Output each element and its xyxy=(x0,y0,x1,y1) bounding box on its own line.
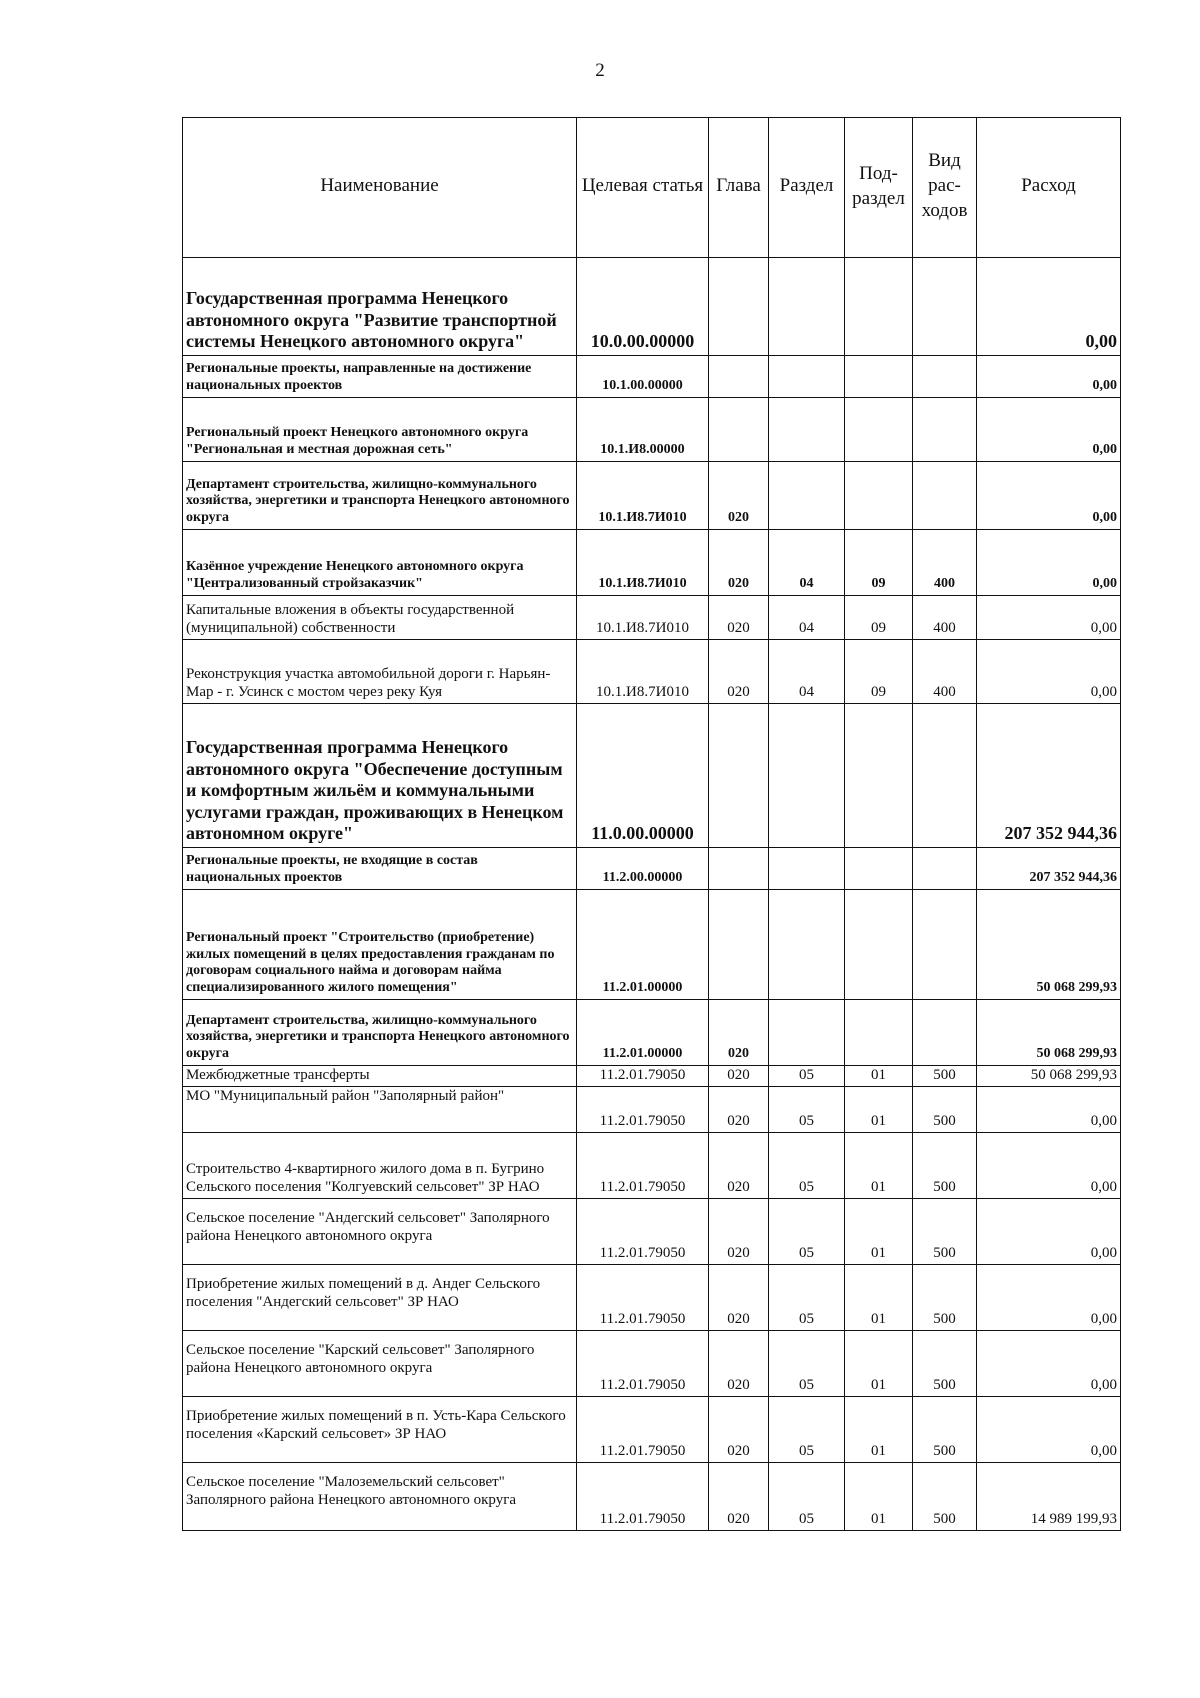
cell-target: 11.2.01.00000 xyxy=(577,890,709,1000)
cell-amount: 0,00 xyxy=(977,1199,1121,1265)
cell-name: Приобретение жилых помещений в д. Андег Сельского поселения "Андегский сельсовет" ЗР НАО xyxy=(183,1265,577,1331)
cell-target: 10.1.И8.7И010 xyxy=(577,530,709,596)
table-row xyxy=(183,1000,1121,1066)
cell-chapter xyxy=(709,848,769,890)
header-subsection: Под-раздел xyxy=(845,118,913,258)
cell-section: 04 xyxy=(769,640,845,704)
table-row xyxy=(183,1265,1121,1331)
cell-expense-type xyxy=(913,890,977,1000)
cell-amount: 207 352 944,36 xyxy=(977,704,1121,848)
cell-chapter xyxy=(709,704,769,848)
cell-chapter: 020 xyxy=(709,1265,769,1331)
cell-expense-type: 500 xyxy=(913,1397,977,1463)
table-row xyxy=(183,890,1121,1000)
cell-expense-type: 500 xyxy=(913,1265,977,1331)
header-amount: Расход xyxy=(977,118,1121,258)
cell-name: Приобретение жилых помещений в п. Усть-Кара Сельского поселения «Карский сельсовет» ЗР НАО xyxy=(183,1397,577,1463)
cell-amount: 0,00 xyxy=(977,1397,1121,1463)
cell-amount: 0,00 xyxy=(977,640,1121,704)
cell-chapter xyxy=(709,258,769,356)
cell-chapter: 020 xyxy=(709,640,769,704)
cell-section: 04 xyxy=(769,596,845,640)
cell-amount: 50 068 299,93 xyxy=(977,1000,1121,1066)
cell-amount: 0,00 xyxy=(977,398,1121,462)
cell-chapter: 020 xyxy=(709,1331,769,1397)
table-row xyxy=(183,258,1121,356)
table-row xyxy=(183,398,1121,462)
cell-target: 11.0.00.00000 xyxy=(577,704,709,848)
cell-subsection xyxy=(845,890,913,1000)
cell-section xyxy=(769,848,845,890)
cell-name: Межбюджетные трансферты xyxy=(183,1066,577,1087)
cell-name: Департамент строительства, жилищно-коммунального хозяйства, энергетики и транспорта Ненецкого автономного округа xyxy=(183,1000,577,1066)
cell-section xyxy=(769,258,845,356)
table-row xyxy=(183,848,1121,890)
header-name: Наименование xyxy=(183,118,577,258)
cell-section: 05 xyxy=(769,1265,845,1331)
cell-target: 11.2.01.79050 xyxy=(577,1199,709,1265)
cell-section: 05 xyxy=(769,1397,845,1463)
cell-target: 11.2.00.00000 xyxy=(577,848,709,890)
cell-subsection: 01 xyxy=(845,1463,913,1531)
cell-subsection xyxy=(845,848,913,890)
cell-expense-type xyxy=(913,258,977,356)
cell-subsection xyxy=(845,1000,913,1066)
cell-section xyxy=(769,462,845,530)
cell-chapter xyxy=(709,890,769,1000)
cell-target: 11.2.01.79050 xyxy=(577,1463,709,1531)
cell-chapter: 020 xyxy=(709,1087,769,1133)
cell-subsection xyxy=(845,356,913,398)
header-row xyxy=(183,118,1121,258)
cell-target: 10.1.И8.7И010 xyxy=(577,462,709,530)
cell-expense-type: 400 xyxy=(913,640,977,704)
cell-amount: 0,00 xyxy=(977,1331,1121,1397)
cell-expense-type xyxy=(913,356,977,398)
cell-target: 10.1.И8.00000 xyxy=(577,398,709,462)
cell-expense-type xyxy=(913,704,977,848)
cell-chapter: 020 xyxy=(709,1463,769,1531)
cell-section: 05 xyxy=(769,1087,845,1133)
cell-target: 11.2.01.00000 xyxy=(577,1000,709,1066)
cell-chapter xyxy=(709,398,769,462)
cell-subsection: 01 xyxy=(845,1066,913,1087)
header-expense-type: Вид рас-ходов xyxy=(913,118,977,258)
table-row xyxy=(183,1199,1121,1265)
cell-name: Сельское поселение "Андегский сельсовет" Заполярного района Ненецкого автономного округа xyxy=(183,1199,577,1265)
header-chapter: Глава xyxy=(709,118,769,258)
table-row xyxy=(183,1066,1121,1087)
table-row xyxy=(183,1133,1121,1199)
cell-expense-type: 400 xyxy=(913,530,977,596)
cell-amount: 0,00 xyxy=(977,530,1121,596)
cell-name: Капитальные вложения в объекты государственной (муниципальной) собственности xyxy=(183,596,577,640)
cell-amount: 0,00 xyxy=(977,258,1121,356)
cell-name: Региональные проекты, направленные на достижение национальных проектов xyxy=(183,356,577,398)
cell-section: 05 xyxy=(769,1199,845,1265)
table-row xyxy=(183,640,1121,704)
cell-name: Казённое учреждение Ненецкого автономного округа "Централизованный стройзаказчик" xyxy=(183,530,577,596)
cell-section xyxy=(769,704,845,848)
cell-target: 11.2.01.79050 xyxy=(577,1265,709,1331)
cell-amount: 207 352 944,36 xyxy=(977,848,1121,890)
table-row xyxy=(183,1463,1121,1531)
cell-name: Реконструкция участка автомобильной дороги г. Нарьян-Мар - г. Усинск с мостом через реку Куя xyxy=(183,640,577,704)
cell-expense-type: 500 xyxy=(913,1463,977,1531)
cell-amount: 50 068 299,93 xyxy=(977,890,1121,1000)
cell-subsection: 01 xyxy=(845,1397,913,1463)
cell-chapter xyxy=(709,356,769,398)
cell-subsection: 01 xyxy=(845,1133,913,1199)
cell-section xyxy=(769,398,845,462)
cell-section xyxy=(769,356,845,398)
cell-subsection xyxy=(845,258,913,356)
cell-section: 05 xyxy=(769,1331,845,1397)
table-row xyxy=(183,1397,1121,1463)
cell-expense-type xyxy=(913,848,977,890)
cell-section: 04 xyxy=(769,530,845,596)
cell-chapter: 020 xyxy=(709,596,769,640)
cell-expense-type: 500 xyxy=(913,1331,977,1397)
cell-target: 11.2.01.79050 xyxy=(577,1397,709,1463)
table-row xyxy=(183,596,1121,640)
budget-table xyxy=(182,117,1121,1531)
table-row xyxy=(183,530,1121,596)
cell-name: Сельское поселение "Карский сельсовет" Заполярного района Ненецкого автономного округа xyxy=(183,1331,577,1397)
cell-section xyxy=(769,1000,845,1066)
cell-name: Региональные проекты, не входящие в состав национальных проектов xyxy=(183,848,577,890)
cell-name: Государственная программа Ненецкого автономного округа "Развитие транспортной системы Ненецкого автономного округа" xyxy=(183,258,577,356)
cell-amount: 0,00 xyxy=(977,1133,1121,1199)
table-row xyxy=(183,1331,1121,1397)
cell-section: 05 xyxy=(769,1463,845,1531)
cell-subsection: 01 xyxy=(845,1087,913,1133)
cell-name: МО "Муниципальный район "Заполярный район" xyxy=(183,1087,577,1133)
cell-expense-type: 500 xyxy=(913,1066,977,1087)
cell-expense-type: 500 xyxy=(913,1087,977,1133)
cell-expense-type: 500 xyxy=(913,1199,977,1265)
cell-target: 11.2.01.79050 xyxy=(577,1087,709,1133)
table-row xyxy=(183,704,1121,848)
cell-subsection xyxy=(845,704,913,848)
cell-name: Сельское поселение "Малоземельский сельсовет" Заполярного района Ненецкого автономного округа xyxy=(183,1463,577,1531)
cell-target: 11.2.01.79050 xyxy=(577,1133,709,1199)
cell-amount: 0,00 xyxy=(977,356,1121,398)
page-number: 2 xyxy=(595,60,605,81)
cell-name: Департамент строительства, жилищно-коммунального хозяйства, энергетики и транспорта Ненецкого автономного округа xyxy=(183,462,577,530)
table-row xyxy=(183,356,1121,398)
cell-name: Региональный проект "Строительство (приобретение) жилых помещений в целях предоставления гражданам по договорам социального найма и договорам найма специализированного жилого помещения" xyxy=(183,890,577,1000)
cell-target: 10.1.И8.7И010 xyxy=(577,640,709,704)
cell-subsection: 09 xyxy=(845,596,913,640)
cell-chapter: 020 xyxy=(709,1066,769,1087)
cell-target: 11.2.01.79050 xyxy=(577,1331,709,1397)
cell-section xyxy=(769,890,845,1000)
header-section: Раздел xyxy=(769,118,845,258)
header-target: Целевая статья xyxy=(577,118,709,258)
cell-section: 05 xyxy=(769,1133,845,1199)
cell-chapter: 020 xyxy=(709,1199,769,1265)
cell-chapter: 020 xyxy=(709,1397,769,1463)
cell-chapter: 020 xyxy=(709,1133,769,1199)
cell-expense-type: 500 xyxy=(913,1133,977,1199)
cell-amount: 0,00 xyxy=(977,462,1121,530)
cell-amount: 0,00 xyxy=(977,1087,1121,1133)
cell-chapter: 020 xyxy=(709,462,769,530)
cell-section: 05 xyxy=(769,1066,845,1087)
cell-target: 10.1.И8.7И010 xyxy=(577,596,709,640)
cell-amount: 50 068 299,93 xyxy=(977,1066,1121,1087)
cell-subsection: 09 xyxy=(845,640,913,704)
cell-amount: 14 989 199,93 xyxy=(977,1463,1121,1531)
cell-name: Государственная программа Ненецкого автономного округа "Обеспечение доступным и комфортным жильём и коммунальными услугами граждан, проживающих в Ненецком автономном округе" xyxy=(183,704,577,848)
cell-amount: 0,00 xyxy=(977,596,1121,640)
cell-subsection: 09 xyxy=(845,530,913,596)
cell-target: 11.2.01.79050 xyxy=(577,1066,709,1087)
cell-name: Региональный проект Ненецкого автономного округа "Региональная и местная дорожная сеть" xyxy=(183,398,577,462)
cell-expense-type: 400 xyxy=(913,596,977,640)
cell-target: 10.0.00.00000 xyxy=(577,258,709,356)
cell-subsection: 01 xyxy=(845,1199,913,1265)
cell-subsection: 01 xyxy=(845,1331,913,1397)
table-row xyxy=(183,1087,1121,1133)
cell-subsection xyxy=(845,462,913,530)
cell-amount: 0,00 xyxy=(977,1265,1121,1331)
cell-chapter: 020 xyxy=(709,1000,769,1066)
cell-expense-type xyxy=(913,398,977,462)
cell-chapter: 020 xyxy=(709,530,769,596)
cell-subsection: 01 xyxy=(845,1265,913,1331)
cell-target: 10.1.00.00000 xyxy=(577,356,709,398)
cell-name: Строительство 4-квартирного жилого дома в п. Бугрино Сельского поселения "Колгуевский сельсовет" ЗР НАО xyxy=(183,1133,577,1199)
cell-expense-type xyxy=(913,462,977,530)
cell-subsection xyxy=(845,398,913,462)
table-row xyxy=(183,462,1121,530)
cell-expense-type xyxy=(913,1000,977,1066)
